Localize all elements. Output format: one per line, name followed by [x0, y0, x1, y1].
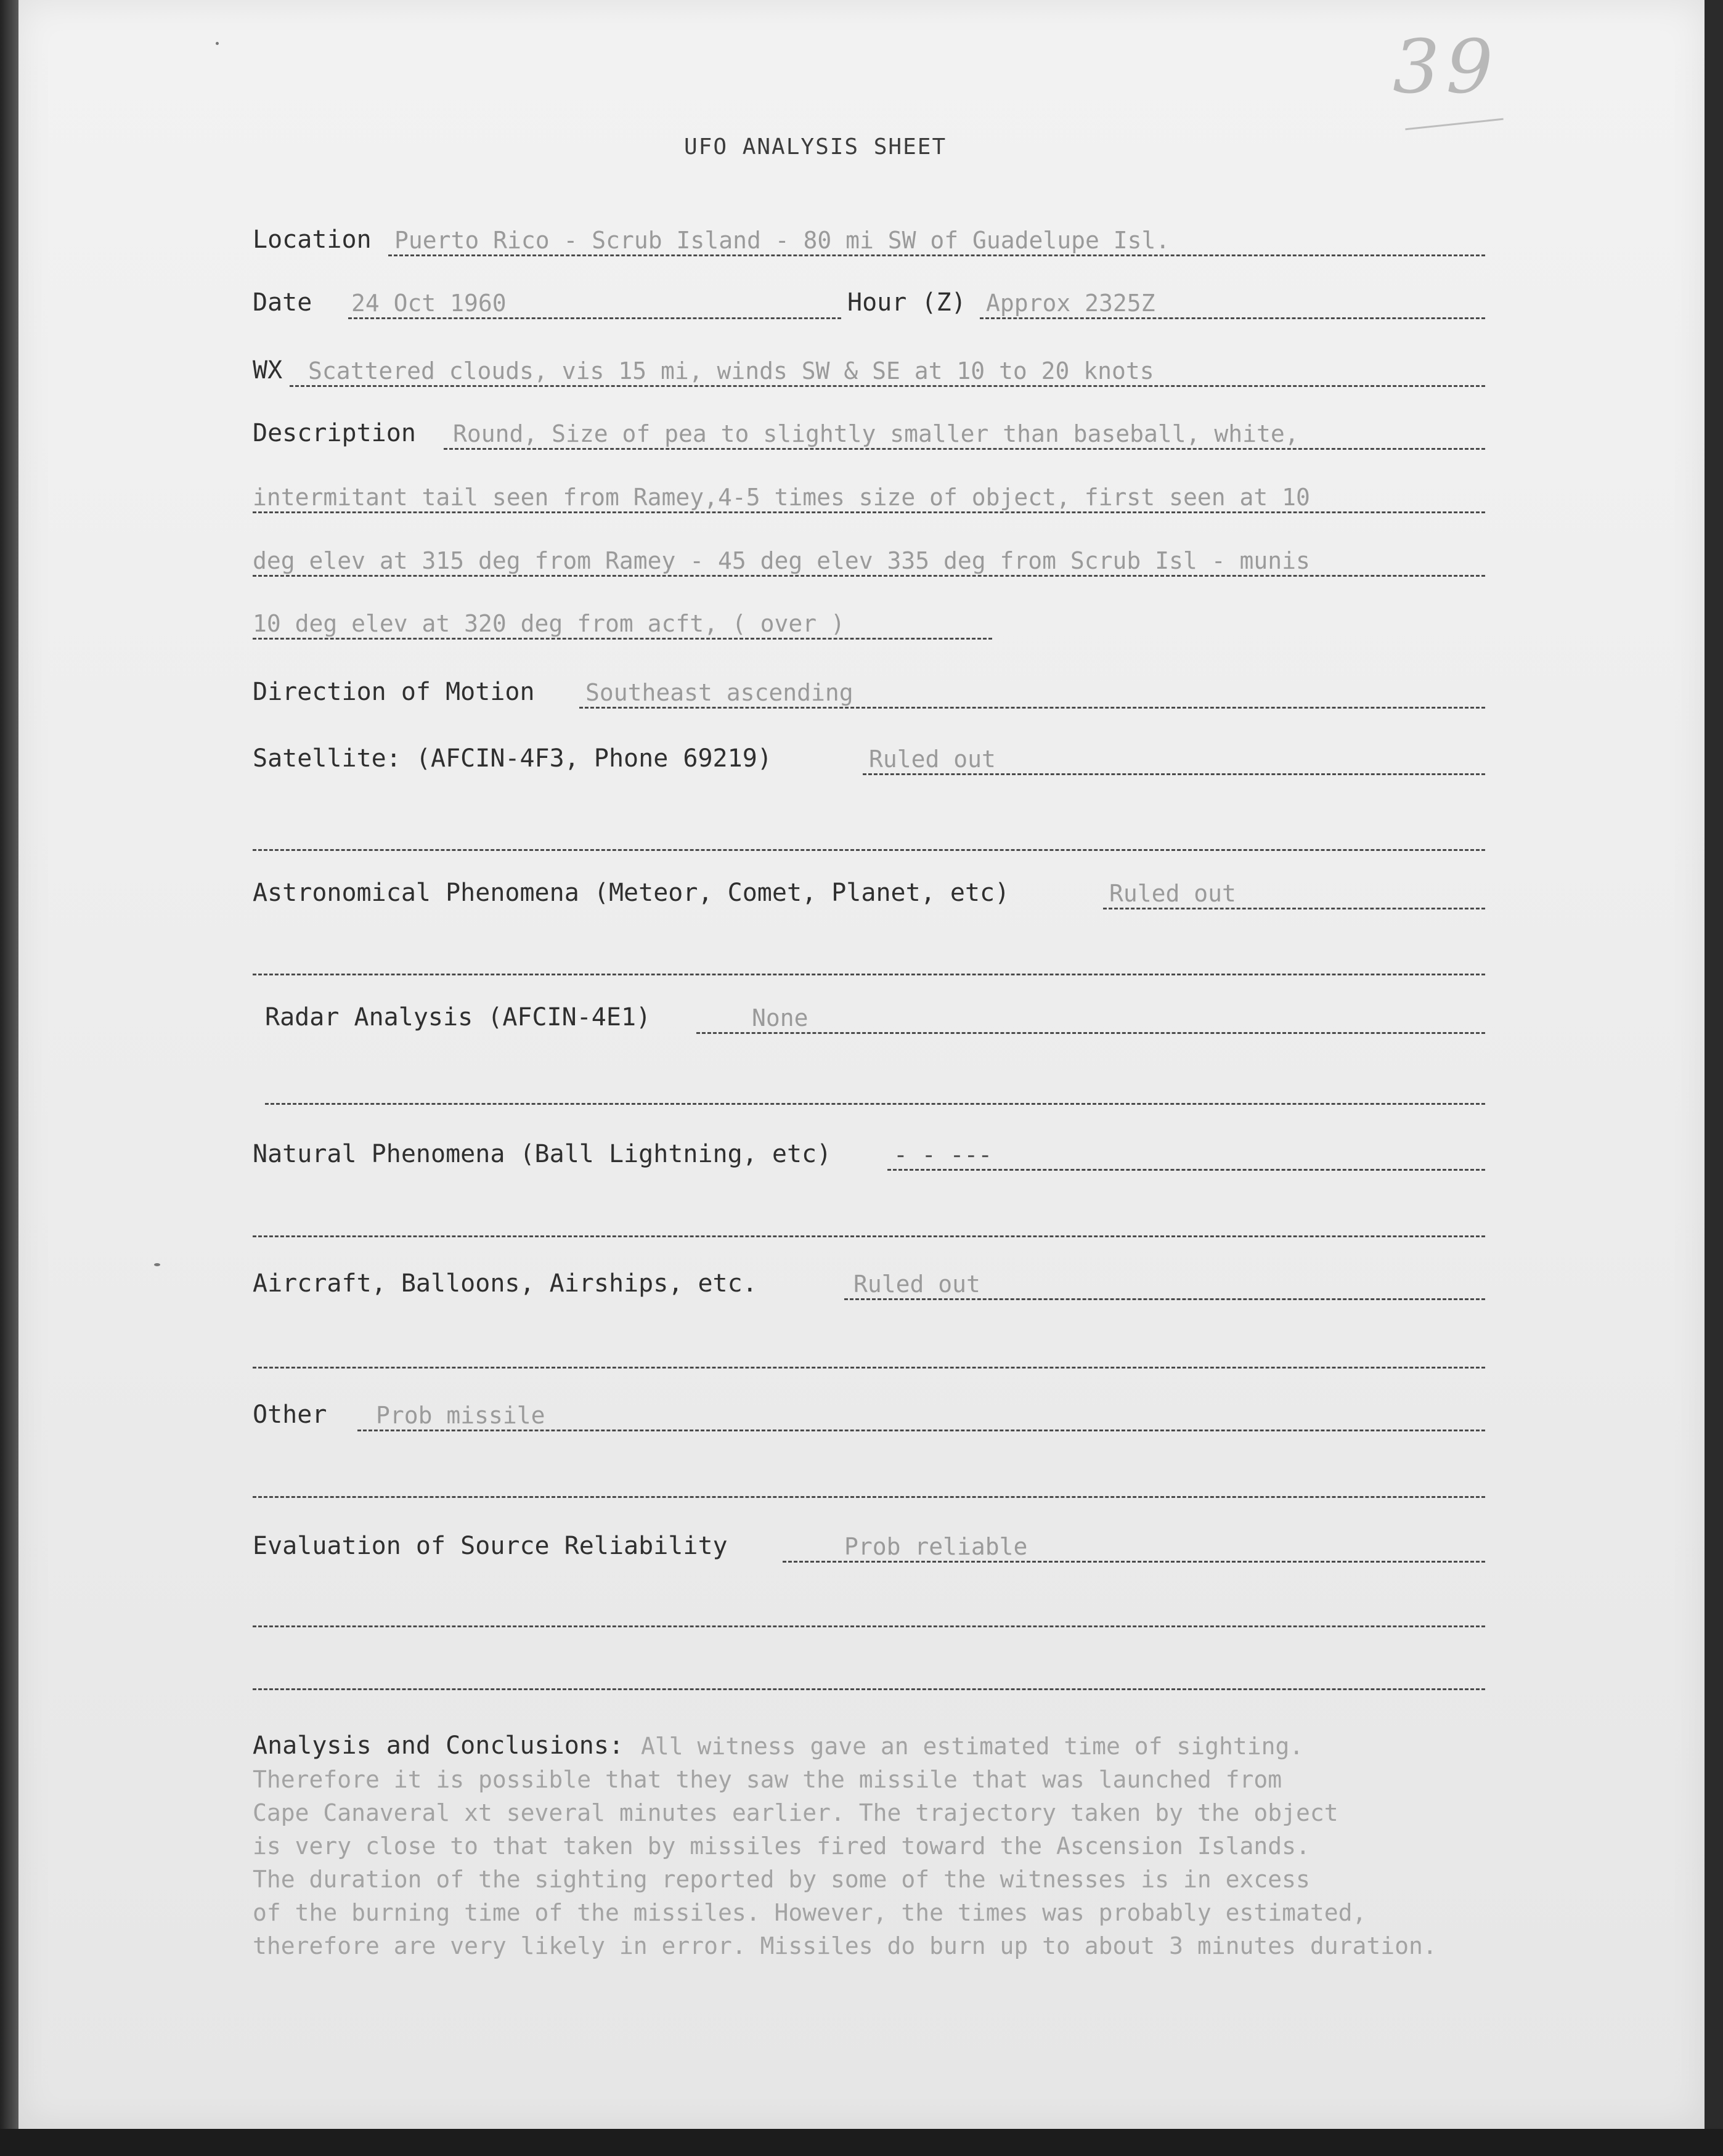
satellite-label: Satellite: (AFCIN-4F3, Phone 69219): [253, 744, 772, 773]
reliability-rule: [783, 1561, 1485, 1563]
description-line-3: deg elev at 315 deg from Ramey - 45 deg elev 335 deg from Scrub Isl - munis: [253, 547, 1310, 574]
aircraft-label: Aircraft, Balloons, Airships, etc.: [253, 1269, 757, 1298]
aircraft-value: Ruled out: [853, 1271, 980, 1298]
other-rule: [357, 1430, 1485, 1431]
astronomical-value: Ruled out: [1109, 880, 1236, 907]
analysis-line-5: of the burning time of the missiles. However, the times was probably estimated,: [253, 1899, 1367, 1926]
aircraft-rule: [844, 1298, 1485, 1300]
wx-row: [253, 351, 1485, 394]
direction-label: Direction of Motion: [253, 678, 535, 706]
wx-label: WX: [253, 356, 283, 384]
description-label: Description: [253, 419, 416, 447]
film-speck: [154, 1263, 160, 1266]
wx-value: Scattered clouds, vis 15 mi, winds SW & SE at 10 to 20 knots: [308, 357, 1154, 384]
location-value: Puerto Rico - Scrub Island - 80 mi SW of Guadelupe Isl.: [394, 227, 1170, 254]
description-rule-4: [253, 638, 992, 640]
description-rule-1: [444, 448, 1485, 450]
date-rule: [348, 317, 841, 319]
radar-row: [265, 998, 1485, 1041]
location-rule: [388, 254, 1485, 256]
direction-row: [253, 673, 1485, 716]
hour-value: Approx 2325Z: [986, 290, 1155, 317]
analysis-line-2: Cape Canaveral xt several minutes earlier. The trajectory taken by the object: [253, 1799, 1338, 1826]
astronomical-blank-rule: [253, 974, 1485, 975]
natural-row: [253, 1135, 1485, 1178]
analysis-sheet: [18, 0, 1705, 2129]
reliability-value: Prob reliable: [844, 1533, 1028, 1560]
description-line-2: intermitant tail seen from Ramey,4-5 times size of object, first seen at 10: [253, 484, 1310, 511]
other-label: Other: [253, 1401, 327, 1429]
description-row-1: [253, 414, 1485, 457]
analysis-label: Analysis and Conclusions:: [253, 1731, 624, 1760]
description-rule-2: [253, 511, 1485, 513]
satellite-rule: [863, 773, 1485, 775]
natural-rule: [887, 1169, 1485, 1171]
satellite-value: Ruled out: [869, 746, 996, 773]
reliability-blank-rule-1: [253, 1625, 1485, 1627]
reliability-row: [253, 1527, 1485, 1570]
date-value: 24 Oct 1960: [351, 290, 507, 317]
other-value: Prob missile: [376, 1402, 545, 1429]
location-label: Location: [253, 226, 372, 254]
analysis-line-3: is very close to that taken by missiles fired toward the Ascension Islands.: [253, 1833, 1310, 1860]
radar-value: None: [752, 1004, 809, 1031]
date-hour-row: [253, 283, 1485, 327]
natural-label: Natural Phenomena (Ball Lightning, etc): [253, 1140, 832, 1168]
analysis-line-4: The duration of the sighting reported by some of the witnesses is in excess: [253, 1866, 1310, 1893]
reliability-label: Evaluation of Source Reliability: [253, 1532, 728, 1560]
date-label: Date: [253, 288, 312, 317]
analysis-line-1: Therefore it is possible that they saw the missile that was launched from: [253, 1766, 1282, 1793]
hour-rule: [980, 317, 1485, 319]
description-row-2: [253, 478, 1485, 521]
satellite-blank-rule: [253, 849, 1485, 851]
other-blank-rule: [253, 1496, 1485, 1498]
radar-blank-rule: [265, 1103, 1485, 1105]
wx-rule: [290, 385, 1485, 387]
reliability-blank-rule-2: [253, 1688, 1485, 1690]
description-line-4: 10 deg elev at 320 deg from acft, ( over ): [253, 610, 845, 637]
aircraft-blank-rule: [253, 1367, 1485, 1369]
description-row-3: [253, 541, 1485, 584]
other-row: [253, 1396, 1485, 1439]
radar-label: Radar Analysis (AFCIN-4E1): [265, 1003, 651, 1031]
astronomical-row: [253, 874, 1485, 917]
analysis-first-line: All witness gave an estimated time of sighting.: [641, 1733, 1304, 1760]
natural-value: - - ---: [894, 1141, 993, 1168]
description-row-4: [253, 604, 1485, 647]
hour-label: Hour (Z): [847, 288, 966, 317]
page-number-underline: [1405, 118, 1503, 131]
direction-rule: [579, 707, 1485, 709]
satellite-row: [253, 739, 1485, 783]
natural-blank-rule: [253, 1235, 1485, 1237]
film-speck: [216, 42, 219, 45]
film-edge-left: [0, 0, 18, 2156]
aircraft-row: [253, 1264, 1485, 1308]
location-row: [253, 221, 1485, 264]
description-line-1: Round, Size of pea to slightly smaller than baseball, white,: [453, 420, 1299, 447]
astronomical-rule: [1103, 908, 1485, 909]
astronomical-label: Astronomical Phenomena (Meteor, Comet, Planet, etc): [253, 879, 1010, 907]
radar-rule: [696, 1032, 1485, 1034]
direction-value: Southeast ascending: [585, 679, 853, 706]
analysis-line-6: therefore are very likely in error. Missiles do burn up to about 3 minutes duration.: [253, 1932, 1437, 1959]
handwritten-page-number: 39: [1393, 25, 1499, 110]
film-edge-bottom: [0, 2129, 1723, 2156]
sheet-title: UFO ANALYSIS SHEET: [684, 134, 947, 160]
description-rule-3: [253, 575, 1485, 577]
